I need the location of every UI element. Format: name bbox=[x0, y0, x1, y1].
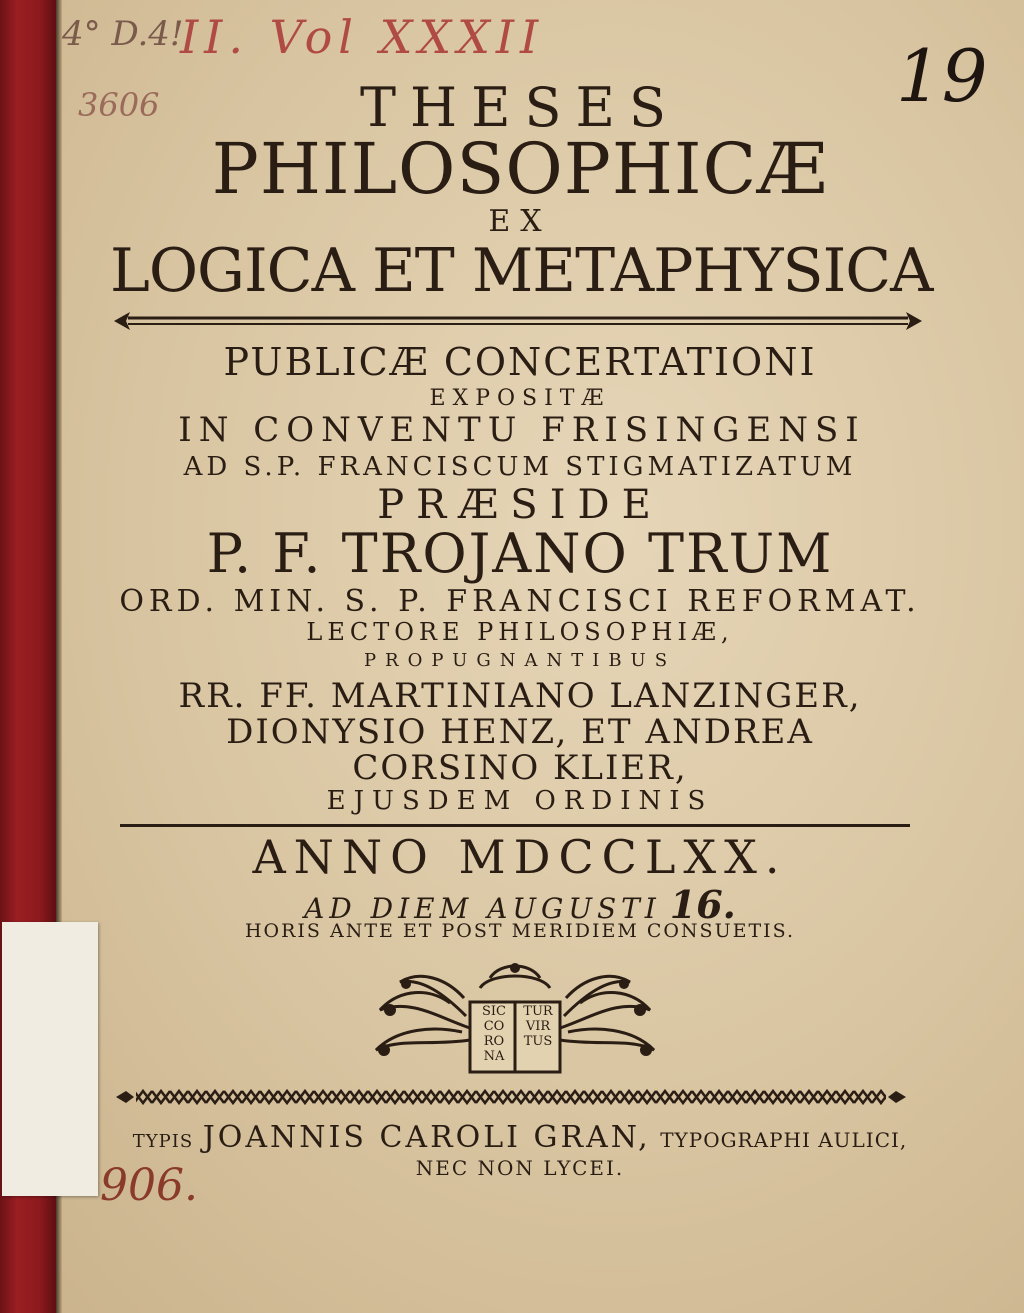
title-philosophicae: PHILOSOPHICÆ bbox=[211, 128, 829, 210]
p-f-trojano-trum: P. F. TROJANO TRUM bbox=[206, 522, 834, 585]
dionysio-henz-et-andrea: DIONYSIO HENZ, ET ANDREA bbox=[226, 712, 814, 752]
praeside: PRÆSIDE bbox=[377, 482, 663, 528]
ornamental-arrow-rule bbox=[112, 310, 924, 332]
emblem-book-right-text bbox=[516, 1004, 560, 1049]
lectore-philosophiae: LECTORE PHILOSOPHIÆ, bbox=[306, 618, 734, 646]
anno-mdcclxx: ANNO MDCCLXX. bbox=[252, 830, 788, 884]
title-ex: EX bbox=[488, 204, 552, 239]
handwritten-page-number: 19 bbox=[896, 34, 988, 118]
rr-ff-martiniano-lanzinger: RR. FF. MARTINIANO LANZINGER, bbox=[178, 676, 862, 716]
propugnantibus: PROPUGNANTIBUS bbox=[363, 650, 677, 671]
imprint-nec-non-lycei: NEC NON LYCEI. bbox=[415, 1156, 625, 1180]
imprint-typis: TYPIS bbox=[132, 1131, 194, 1152]
book-left-line: SIC bbox=[482, 1004, 506, 1019]
emblem-book-left-text bbox=[472, 1004, 516, 1064]
imprint-printer-name: JOANNIS CAROLI GRAN, bbox=[202, 1120, 651, 1155]
handwritten-day: 16. bbox=[669, 882, 736, 927]
book-right-line: TUR bbox=[523, 1004, 553, 1019]
chain-ornament-border bbox=[116, 1087, 906, 1107]
title-logica-et-metaphysica: LOGICA ET METAPHYSICA bbox=[110, 236, 933, 306]
book-right-line: VIR bbox=[525, 1019, 551, 1034]
book-left-line: CO bbox=[483, 1019, 505, 1034]
horis-ante-et-post: HORIS ANTE ET POST MERIDIEM CONSUETIS. bbox=[244, 920, 796, 942]
handwritten-bottom-number: 906. bbox=[100, 1160, 198, 1211]
corsino-klier: CORSINO KLIER, bbox=[352, 748, 688, 788]
imprint-line-1 bbox=[110, 1120, 930, 1155]
book-left-line: NA bbox=[483, 1049, 505, 1064]
ad-diem-augusti: AD DIEM AUGUSTI bbox=[304, 892, 661, 925]
book-left-line: RO bbox=[483, 1034, 505, 1049]
ejusdem-ordinis: EJUSDEM ORDINIS bbox=[326, 786, 714, 816]
publicae-concertationi: PUBLICÆ CONCERTATIONI bbox=[223, 340, 817, 384]
title-theses: THESES bbox=[360, 76, 680, 139]
paper-slip bbox=[2, 922, 98, 1196]
handwritten-number: 3606 bbox=[78, 86, 160, 124]
in-conventu-frisingensi: IN CONVENTU FRISINGENSI bbox=[178, 410, 866, 450]
ord-min-s-p-francisci: ORD. MIN. S. P. FRANCISCI REFORMAT. bbox=[119, 584, 921, 619]
imprint-typographi-aulici: TYPOGRAPHI AULICI, bbox=[660, 1128, 908, 1152]
ad-s-p-franciscum: AD S.P. FRANCISCUM STIGMATIZATUM bbox=[183, 452, 857, 482]
expositae: EXPOSITÆ bbox=[429, 386, 611, 411]
divider-rule bbox=[120, 824, 910, 827]
handwritten-top-left: 4° D.4! bbox=[62, 14, 184, 54]
handwritten-shelf-mark: II. Vol XXXII bbox=[180, 10, 545, 64]
book-right-line: TUS bbox=[523, 1034, 553, 1049]
